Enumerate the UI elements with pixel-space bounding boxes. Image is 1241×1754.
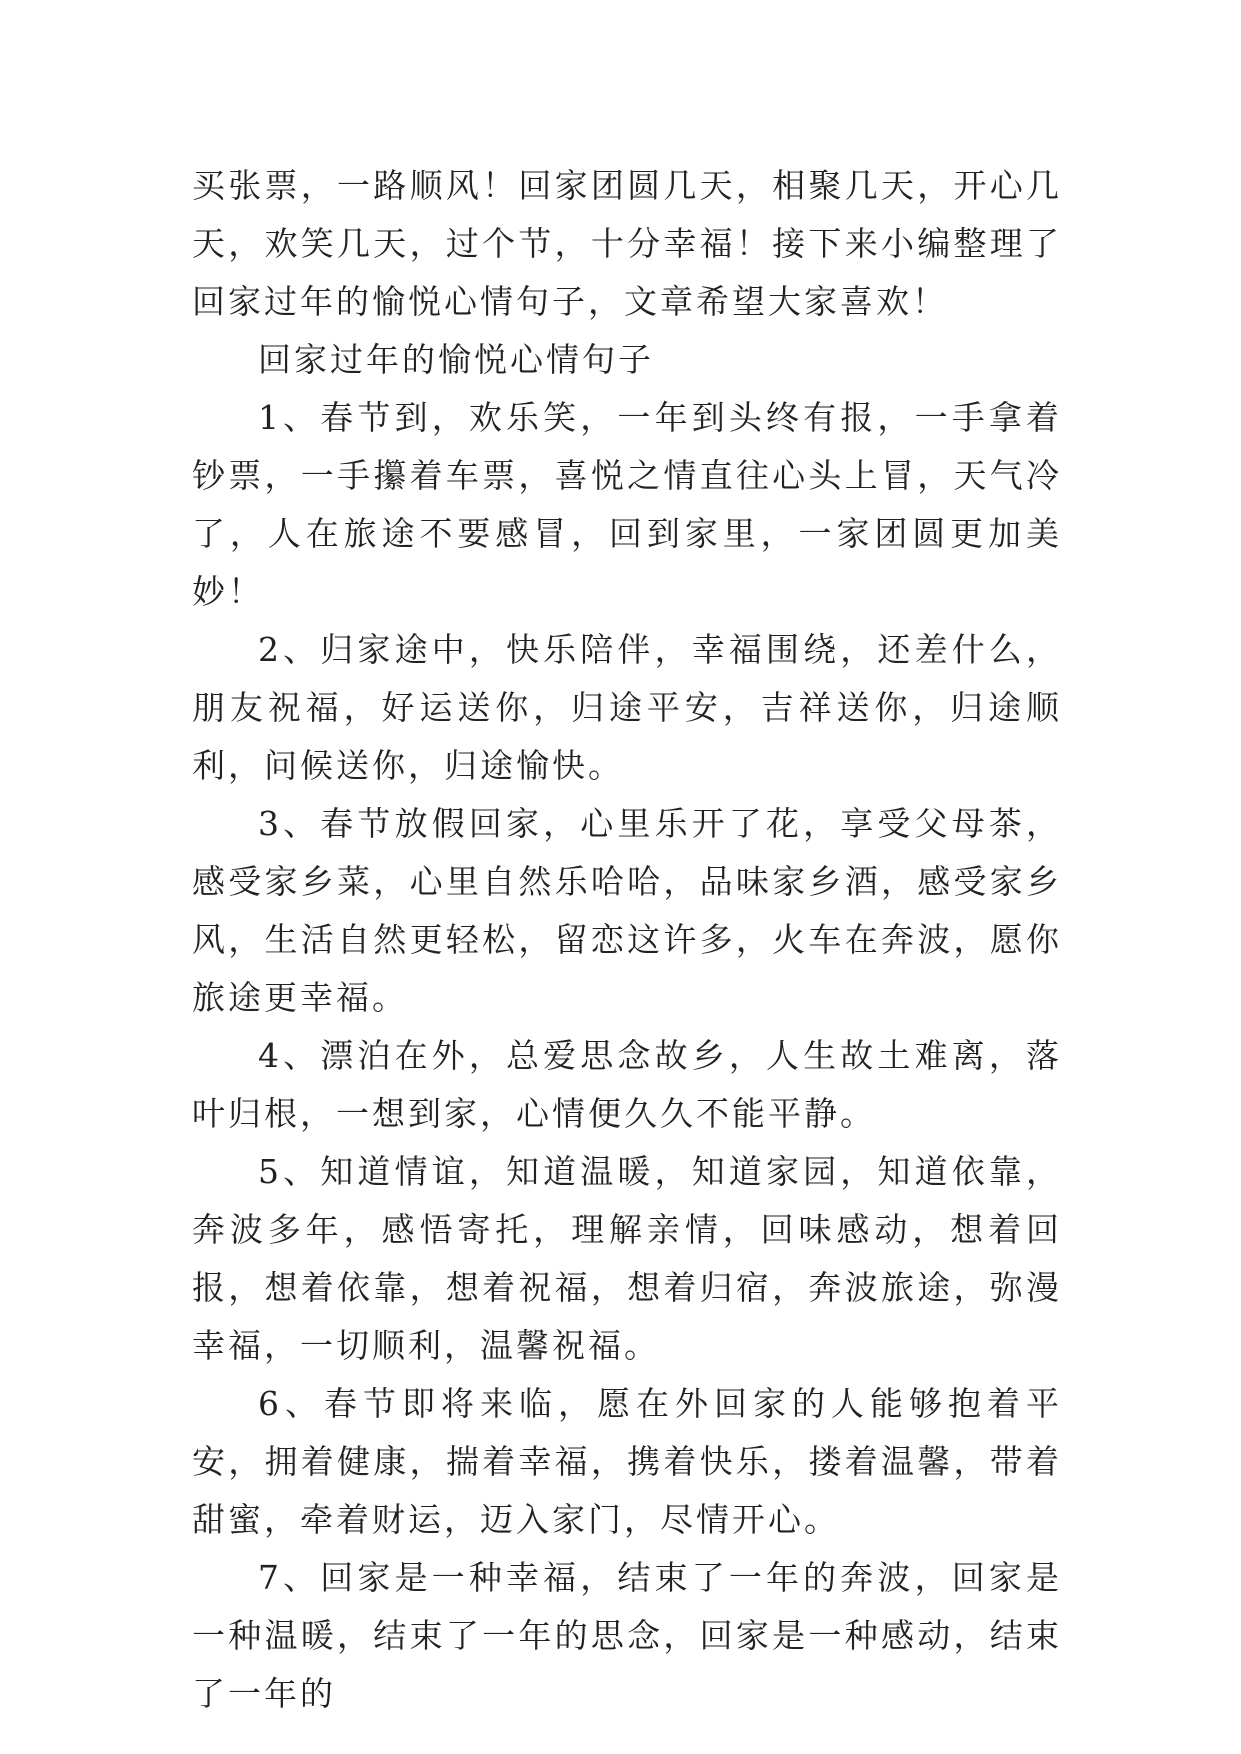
sentence-item-4: 4、漂泊在外，总爱思念故乡，人生故土难离，落叶归根，一想到家，心情便久久不能平静。	[192, 1036, 1062, 1133]
sentence-item-2: 2、归家途中，快乐陪伴，幸福围绕，还差什么，朋友祝福，好运送你，归途平安，吉祥送你，归途顺利，问候送你，归途愉快。	[192, 630, 1062, 785]
sentence-item-7: 7、回家是一种幸福，结束了一年的奔波，回家是一种温暖，结束了一年的思念，回家是一种感动，结束了一年的	[192, 1558, 1062, 1713]
sentence-item-1: 1、春节到，欢乐笑，一年到头终有报，一手拿着钞票，一手攥着车票，喜悦之情直往心头上冒，天气冷了，人在旅途不要感冒，回到家里，一家团圆更加美妙！	[192, 398, 1062, 611]
sentence-item-6: 6、春节即将来临，愿在外回家的人能够抱着平安，拥着健康，揣着幸福，携着快乐，搂着温馨，带着甜蜜，牵着财运，迈入家门，尽情开心。	[192, 1384, 1062, 1539]
section-heading: 回家过年的愉悦心情句子	[258, 340, 654, 379]
sentence-item-5: 5、知道情谊，知道温暖，知道家园，知道依靠，奔波多年，感悟寄托，理解亲情，回味感动，想着回报，想着依靠，想着祝福，想着归宿，奔波旅途，弥漫幸福，一切顺利，温馨祝福。	[192, 1152, 1062, 1365]
document-body	[192, 157, 1062, 1723]
intro-paragraph: 买张票，一路顺风！回家团圆几天，相聚几天，开心几天，欢笑几天，过个节，十分幸福！接下来小编整理了回家过年的愉悦心情句子，文章希望大家喜欢！	[192, 166, 1062, 321]
sentence-item-3: 3、春节放假回家，心里乐开了花，享受父母茶，感受家乡菜，心里自然乐哈哈，品味家乡酒，感受家乡风，生活自然更轻松，留恋这许多，火车在奔波，愿你旅途更幸福。	[192, 804, 1062, 1017]
